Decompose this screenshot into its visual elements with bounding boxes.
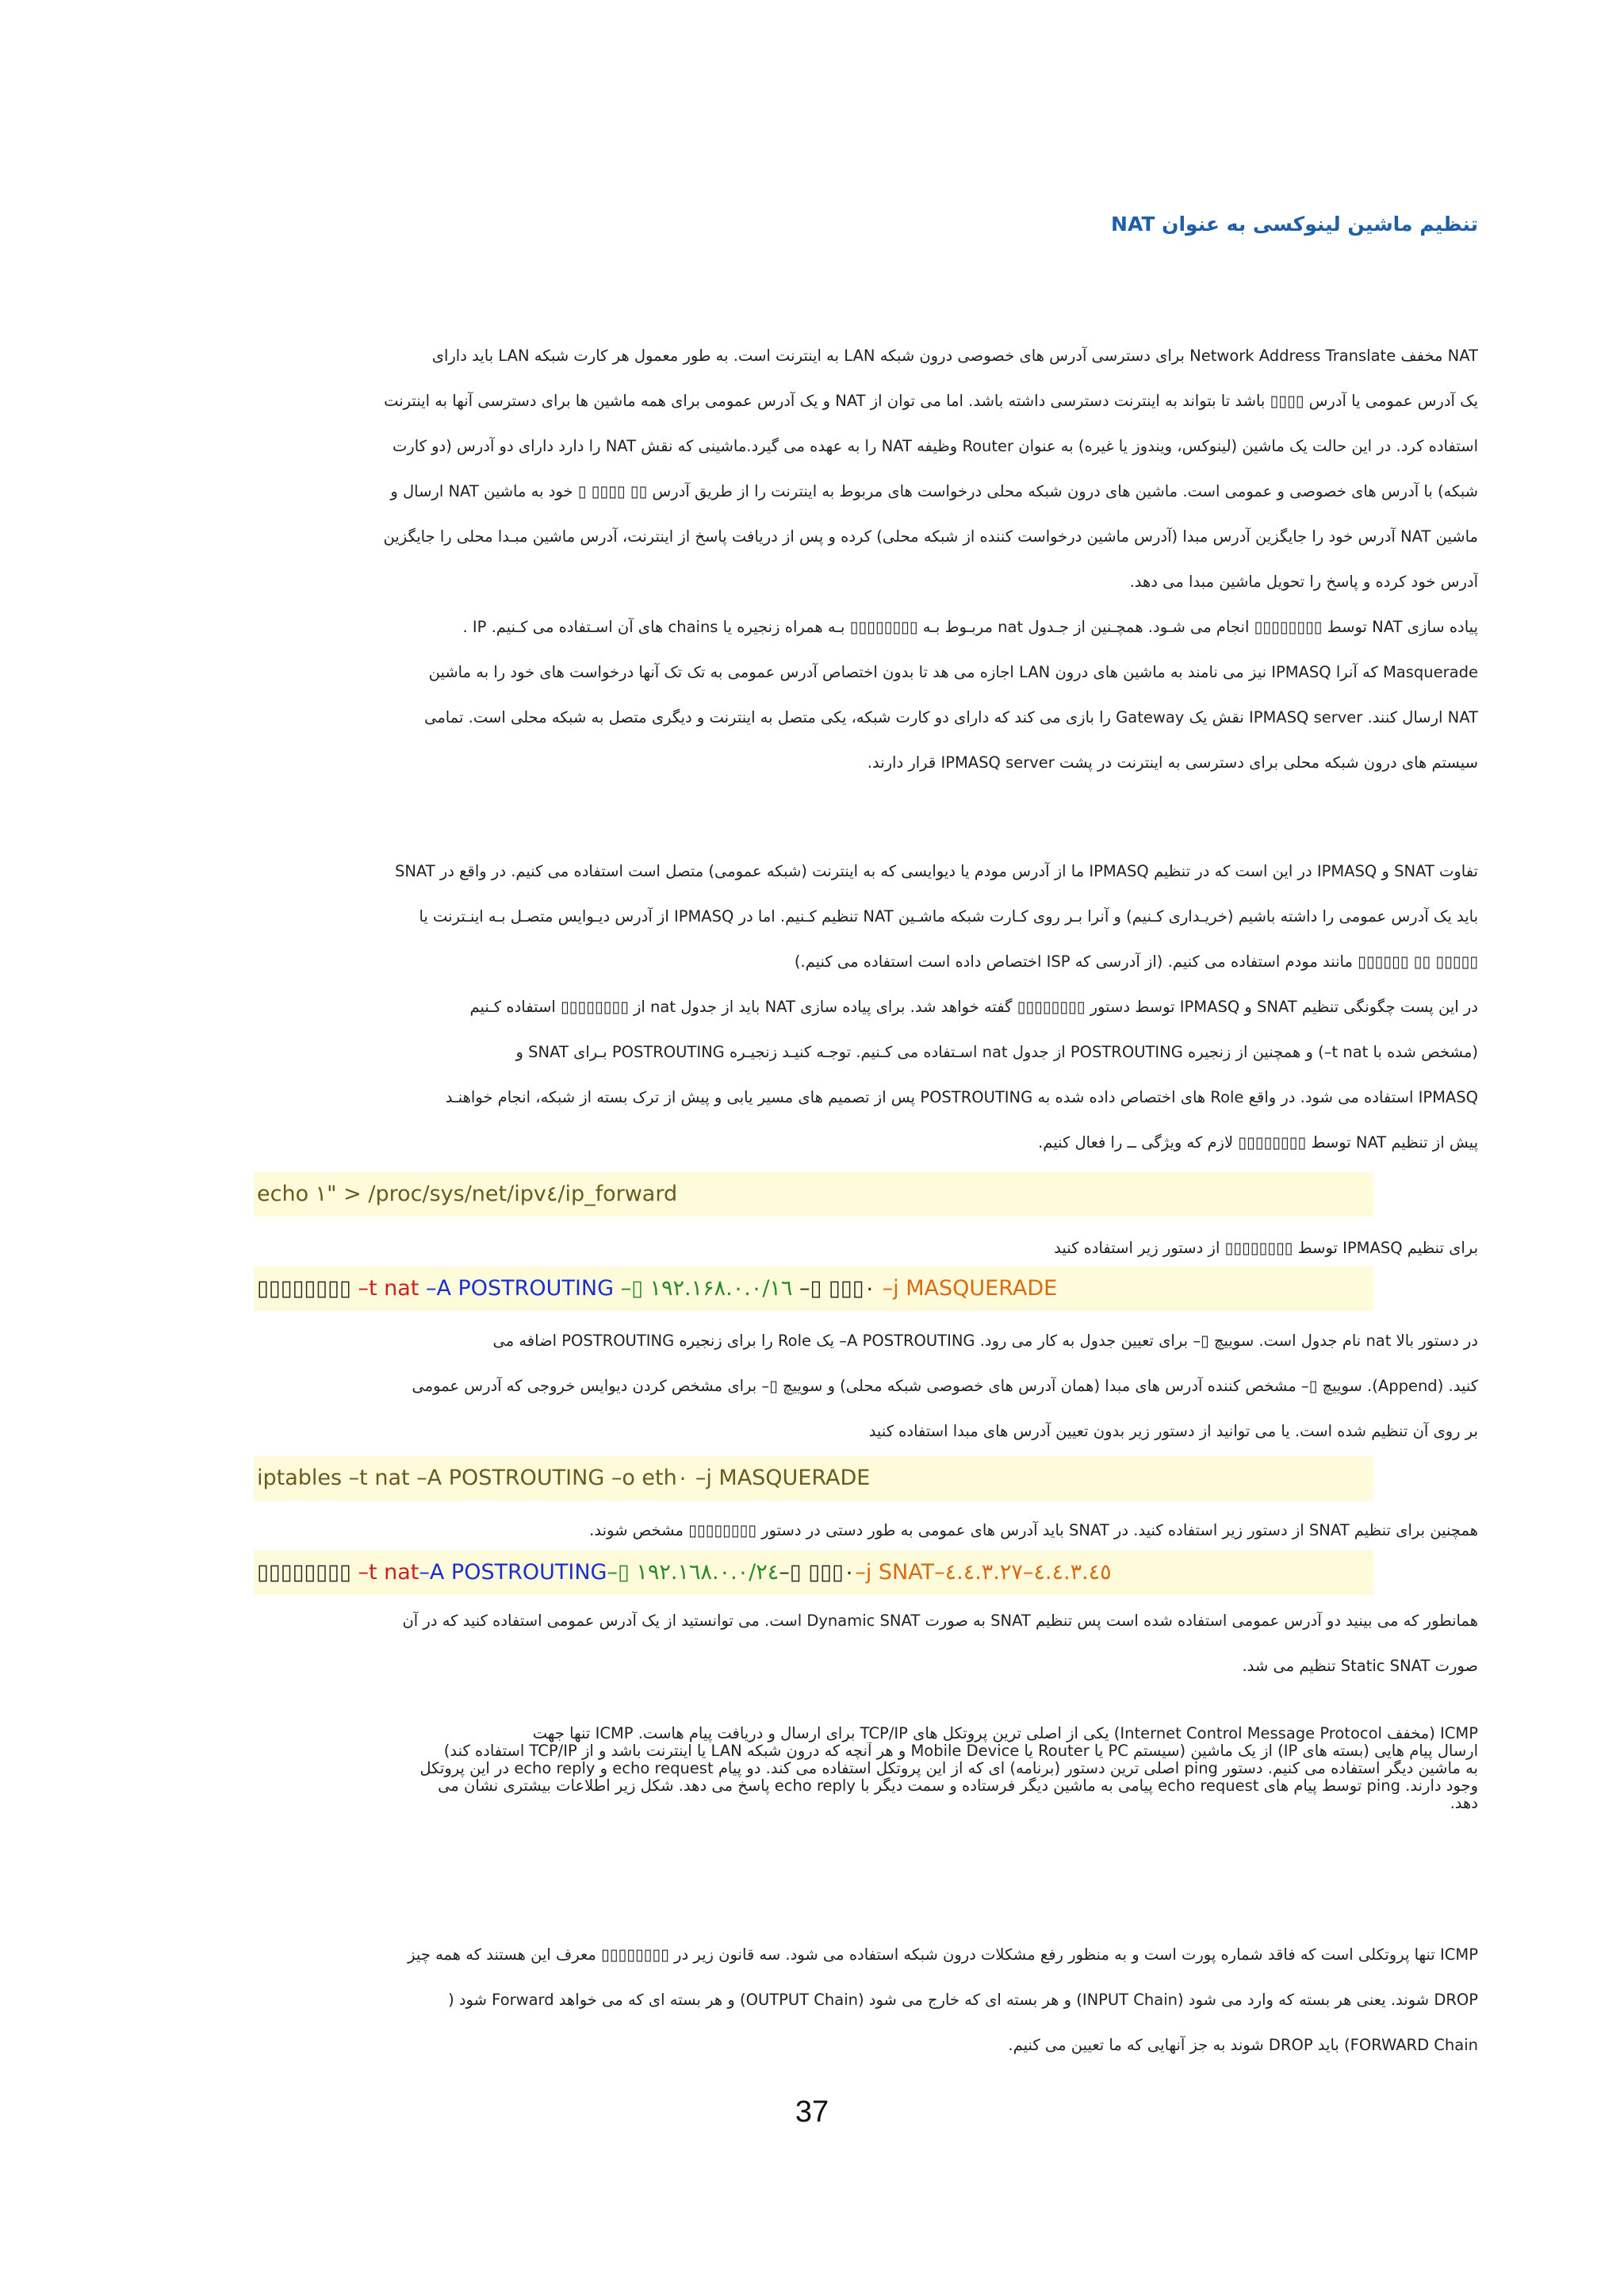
code-text: iptables –t nat –A POSTROUTING –o eth۰ –j MASQUERADE (257, 1466, 871, 1490)
text-line: شبکه) با آدرس های خصوصی و عمومی است. ماشین های درون شبکه محلی درخواست های مربوط به اینترنت را از طریق آدرس ▯▯ ▯▯▯▯ ▯ خود به ماشین NAT ارسال و (390, 482, 1478, 500)
page-number: 37 (795, 2095, 829, 2129)
text-line: ICMP (مخفف Internet Control Message Protocol) یکی از اصلی ترین پروتکل های TCP/IP برای ارسال و دریافت پیام هاست. ICMP تنها جهت (532, 1725, 1478, 1742)
text-line: بر روی آن تنظیم شده است. یا می توانید از دستور زیر بدون تعیین آدرس های مبدا استفاده کنید (868, 1422, 1478, 1440)
code-target: –j SNAT (855, 1560, 935, 1585)
code-source: –▯ ۱۹۲.۱٦۸.۰.۰/۲٤ (607, 1560, 779, 1585)
code-table: –t nat (358, 1560, 419, 1585)
text-line: برای تنظیم IPMASQ توسط ▯▯▯▯▯▯▯▯ از دستور زیر استفاده کنید (1054, 1239, 1478, 1257)
text-line: تفاوت SNAT و IPMASQ در این است که در تنظیم IPMASQ ما از آدرس مودم یا دیوایسی که به اینترنت (شبکه عمومی) متصل است استفاده می کنیم. در واقع در SNAT (394, 862, 1478, 880)
text-line: آدرس خود کرده و پاسخ را تحویل ماشین مبدا می دهد. (1129, 573, 1478, 591)
paragraph-dynamic-snat (155, 1598, 1478, 1688)
code-ip-forward (254, 1172, 1373, 1217)
text-line: ▯▯▯▯▯ ▯▯ ▯▯▯▯▯▯ مانند مودم استفاده می کنیم. (از آدرسی که ISP اختصاص داده است استفاده می کنیم.) (794, 953, 1478, 971)
text-line: همانطور که می بینید دو آدرس عمومی استفاده شده است پس تنظیم SNAT به صورت Dynamic SNAT است. می توانستید از یک آدرس عمومی استفاده کنید که در آن (402, 1612, 1478, 1630)
code-target: –j MASQUERADE (882, 1276, 1058, 1301)
text-line: وجود دارند. ping توسط پیام های echo request پیامی به ماشین دیگر فرستاده و سمت دیگر با echo reply پاسخ می دهد. شکل زیر اطلاعات بیشتری نشان می (438, 1777, 1478, 1795)
text-line: Masquerade که آنرا IPMASQ نیز می نامند به ماشین های درون LAN اجازه می هد تا بدون اختصاص آدرس عمومی به تک تک آنها درخواست های خود را به ماشین (428, 663, 1478, 681)
text-line: در این پست چگونگی تنظیم SNAT و IPMASQ توسط دستور ▯▯▯▯▯▯▯▯ گفته خواهد شد. برای پیاده سازی NAT باید از جدول nat از ▯▯▯▯▯▯▯▯ استفاده کـنیم (469, 998, 1478, 1016)
code-table: –t nat (358, 1276, 426, 1301)
code-masquerade-simple (254, 1456, 1373, 1501)
code-chain: –A POSTROUTING (425, 1276, 621, 1301)
paragraph-ipmasq-intro (155, 1225, 1478, 1271)
paragraph-command-explanation (155, 1318, 1478, 1454)
paragraph-snat-ipmasq (155, 849, 1478, 1165)
text-line: NAT مخفف Network Address Translate برای دسترسی آدرس های خصوصی درون شبکه LAN به اینترنت است. به طور معمول هر کارت شبکه LAN باید دارای (431, 347, 1478, 365)
paragraph-icmp-drop (155, 1932, 1478, 2068)
code-ipmasq-command (254, 1267, 1373, 1311)
code-out-interface: –▯ ▯▯▯۰ (779, 1560, 856, 1585)
text-line: NAT ارسال کنند. IPMASQ server نقش یک Gateway را بازی می کند که دارای دو کارت شبکه، یکی متصل به اینترنت و دیگری متصل به شبکه محلی است. تمامی (424, 708, 1478, 726)
text-line: IPMASQ استفاده می شود. در واقع Role های اختصاص داده شده به POSTROUTING پس از تصمیم های مسیر یابی و پیش از ترک بسته از شبکه، انجام خواهنـد (445, 1088, 1478, 1106)
paragraph-icmp (155, 1725, 1478, 1812)
code-source: –▯ ۱۹۲.۱۶۸.۰.۰/۱٦ (620, 1276, 800, 1301)
text-line: ارسال پیام هایی (بسته های IP) از یک ماشین (سیستم PC یا Router یا Mobile Device و هر آنچه که درون شبکه LAN یا اینترنت باشد و از TCP/IP استفاده کند) (443, 1742, 1478, 1760)
code-snat-command (254, 1550, 1373, 1595)
code-to-source: –٤.٤.۳.۲۷–٤.٤.۳.٤٥ (934, 1560, 1112, 1585)
code-out-interface: –▯ ▯▯▯۰ (799, 1276, 883, 1301)
code-command: ▯▯▯▯▯▯▯▯ (257, 1560, 358, 1585)
text-line: استفاده کرد. در این حالت یک ماشین (لینوکس، ویندوز یا غیره) به عنوان Router وظیفه NAT را به عهده می گیرد.ماشینی که نقش NAT را دارد دارای دو آدرس (دو کارت (392, 437, 1478, 455)
text-line: در دستور بالا nat نام جدول است. سوییچ ▯– برای تعیین جدول به کار می رود. A POSTROUTING– یک Role را برای زنجیره POSTROUTING اضافه می (492, 1332, 1478, 1350)
code-chain: –A POSTROUTING (419, 1560, 607, 1585)
code-text: echo ۱" > /proc/sys/net/ipv٤/ip_forward (257, 1182, 678, 1206)
text-line: (مشخص شده با t nat–) و همچنین از زنجیره POSTROUTING از جدول nat اسـتفاده می کـنیم. توجـه کنیـد زنجیـره POSTROUTING بـرای SNAT و (515, 1043, 1478, 1061)
text-line: دهد. (1450, 1795, 1478, 1812)
text-line: پیش از تنظیم NAT توسط ▯▯▯▯▯▯▯▯ لازم که ویژگی ــ را فعال کنیم. (1038, 1133, 1478, 1152)
text-line: یک آدرس عمومی یا آدرس ▯▯▯▯ باشد تا بتواند به اینترنت دسترسی داشته باشد. اما می توان از NAT و یک آدرس عمومی برای همه ماشین ها برای دسترسی آنها به اینترنت (384, 392, 1478, 410)
paragraph-nat-intro (155, 333, 1478, 785)
text-line: همچنین برای تنظیم SNAT از دستور زیر استفاده کنید. در SNAT باید آدرس های عمومی به طور دستی در دستور ▯▯▯▯▯▯▯▯ مشخص شوند. (589, 1521, 1478, 1539)
text-line: DROP شوند. یعنی هر بسته که وارد می شود (INPUT Chain) و هر بسته ای که خارج می شود (OUTPUT Chain) و هر بسته ای که می خواهد Forward شود ( (448, 1991, 1478, 2009)
text-line: FORWARD Chain) باید DROP شوند به جز آنهایی که ما تعیین می کنیم. (1008, 2036, 1478, 2054)
paragraph-snat-intro (155, 1508, 1478, 1553)
text-line: صورت Static SNAT تنظیم می شد. (1242, 1657, 1478, 1675)
text-line: ماشین NAT آدرس خود را جایگزین آدرس مبدا (آدرس ماشین درخواست کننده از شبکه محلی) کرده و پس از دریافت پاسخ از اینترنت، آدرس ماشین مبـدا محلی را جایگزین (383, 527, 1478, 546)
text-line: پیاده سازی NAT توسط ▯▯▯▯▯▯▯▯ انجام می شـود. همچـنین از جـدول nat مربـوط بـه ▯▯▯▯▯▯▯▯ بـه همراه زنجیره یا chains های آن اسـتفاده می کـنیم. IP . (462, 618, 1478, 636)
text-line: ICMP تنها پروتکلی است که فاقد شماره پورت است و به منظور رفع مشکلات درون شبکه استفاده می شود. سه قانون زیر در ▯▯▯▯▯▯▯▯ معرف این هستند که همه چیز (408, 1945, 1478, 1964)
code-command: ▯▯▯▯▯▯▯▯ (257, 1276, 358, 1301)
text-line: باید یک آدرس عمومی را داشته باشیم (خریـداری کـنیم) و آنرا بـر روی کـارت شبکه ماشـین NAT تنظیم کـنیم. اما در IPMASQ از آدرس دیـوایس متصـل بـه اینـترنت یا (419, 907, 1478, 926)
text-line: سیستم های درون شبکه محلی برای دسترسی به اینترنت در پشت IPMASQ server قرار دارند. (867, 753, 1478, 772)
section-title: تنظیم ماشین لینوکسی به عنوان NAT (1111, 213, 1478, 236)
text-line: به ماشین دیگر استفاده می کنیم. دستور ping اصلی ترین دستور (برنامه) ای که از این پروتکل استفاده می کند. دو پیام echo request و echo reply در این پروتکل (419, 1760, 1478, 1777)
text-line: کنید. (Append). سوییچ ▯– مشخص کننده آدرس های مبدا (همان آدرس های خصوصی شبکه محلی) و سوییچ ▯– برای مشخص کردن دیوایس خروجی که آدرس عمومی (412, 1377, 1478, 1395)
